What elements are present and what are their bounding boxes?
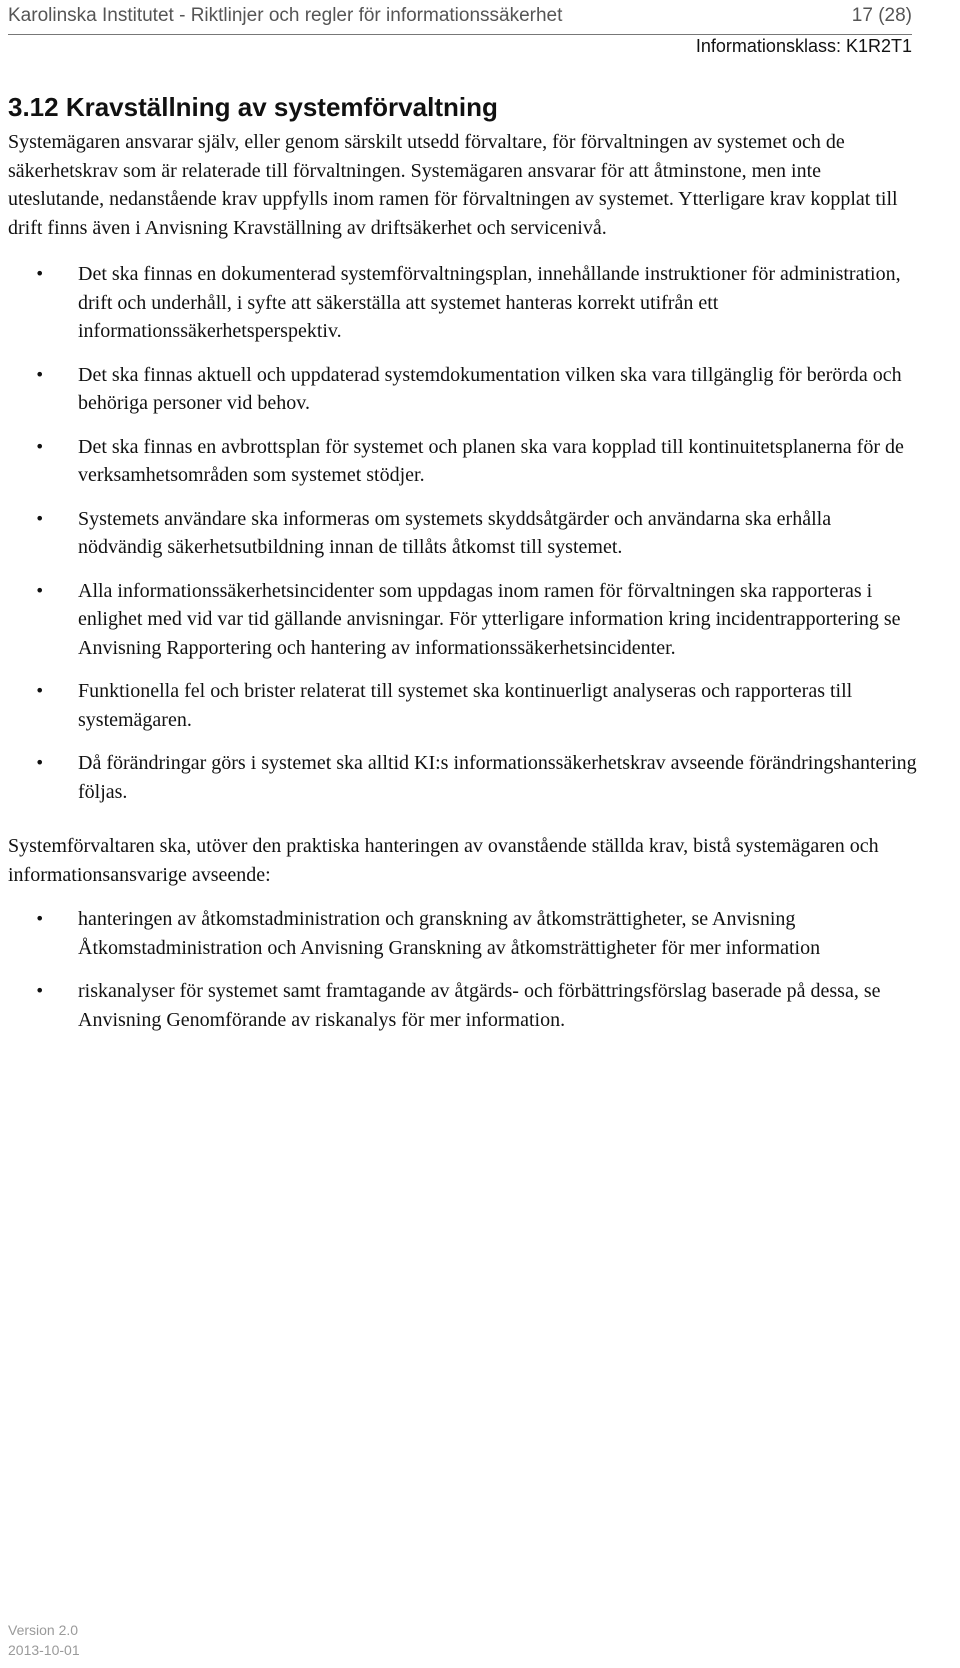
list-item-text: Alla informationssäkerhetsincidenter som uppdagas inom ramen för förvaltningen ska rapporteras i enlighet med vid var tid gällande anvisningar. För ytterligare information kring incidentrapportering se Anvisning Rapportering och hantering av informationssäkerhetsincidenter.: [78, 579, 901, 659]
page-content: [8, 90, 920, 1049]
list-item: [8, 905, 920, 962]
list-item: [8, 677, 920, 734]
document-title: Karolinska Institutet - Riktlinjer och regler för informationssäkerhet: [8, 5, 563, 26]
list-item: [8, 749, 920, 806]
page-number: 17 (28): [851, 5, 912, 26]
bullet-icon: •: [35, 264, 45, 283]
support-list: [8, 905, 920, 1034]
list-item-text: Funktionella fel och brister relaterat till systemet ska kontinuerligt analyseras och rapporteras till systemägaren.: [78, 680, 853, 731]
bullet-icon: •: [35, 909, 45, 928]
list-item-text: Det ska finnas aktuell och uppdaterad systemdokumentation vilken ska vara tillgänglig för berörda och behöriga personer vid behov.: [78, 363, 902, 414]
list-item: [8, 977, 920, 1034]
section-heading: 3.12 Kravställning av systemförvaltning: [8, 92, 498, 122]
bullet-icon: •: [35, 436, 45, 456]
bullet-icon: •: [35, 364, 45, 384]
date-label: 2013-10-01: [8, 1642, 80, 1658]
list-item-text: Systemets användare ska informeras om systemets skyddsåtgärder och användarna ska erhålla nödvändig säkerhetsutbildning innan de tillåts åtkomst till systemet.: [78, 507, 832, 558]
version-label: Version 2.0: [8, 1622, 79, 1638]
list-item: [8, 260, 920, 346]
page-footer: [8, 1620, 80, 1660]
list-item-text: Då förändringar görs i systemet ska alltid KI:s informationssäkerhetskrav avseende förändringshantering följas.: [78, 752, 917, 803]
page-header: [8, 0, 912, 35]
bullet-icon: •: [35, 508, 45, 528]
bullet-icon: •: [35, 981, 45, 1000]
bullet-icon: •: [35, 580, 45, 600]
list-item: [8, 361, 920, 418]
list-item: [8, 433, 920, 490]
intro-paragraph: Systemägaren ansvarar själv, eller genom särskilt utsedd förvaltare, för förvaltningen av systemet och de säkerhetskrav som är relaterade till förvaltningen. Systemägaren ansvarar för att åtminstone, men inte uteslutande, nedanstående krav uppfylls inom ramen för förvaltningen av systemet. Ytterligare krav kopplat till drift finns även i Anvisning Kravställning av driftsäkerhet och servicenivå.: [8, 131, 898, 239]
list-item: [8, 577, 920, 663]
bullet-icon: •: [35, 753, 45, 772]
list-item-text: hanteringen av åtkomstadministration och granskning av åtkomsträttigheter, se Anvisning Åtkomstadministration och Anvisning Granskning av åtkomsträttigheter för mer information: [78, 908, 821, 959]
bullet-icon: •: [35, 681, 45, 700]
information-classification: Informationsklass: K1R2T1: [695, 36, 912, 56]
requirements-list: [8, 260, 920, 806]
list-item-text: Det ska finnas en avbrottsplan för systemet och planen ska vara kopplad till kontinuitetsplanerna för de verksamhetsområden som systemet stödjer.: [78, 435, 904, 486]
list-item-text: Det ska finnas en dokumenterad systemförvaltningsplan, innehållande instruktioner för administration, drift och underhåll, i syfte att säkerställa att systemet hanteras korrekt utifrån ett informationssäkerhetsperspektiv.: [78, 263, 901, 342]
list-item-text: riskanalyser för systemet samt framtagande av åtgärds- och förbättringsförslag baserade på dessa, se Anvisning Genomförande av riskanalys för mer information.: [78, 980, 881, 1031]
support-paragraph: Systemförvaltaren ska, utöver den praktiska hanteringen av ovanstående ställda krav, bistå systemägaren och informationsansvarige avseende:: [8, 835, 879, 886]
list-item: [8, 505, 920, 562]
